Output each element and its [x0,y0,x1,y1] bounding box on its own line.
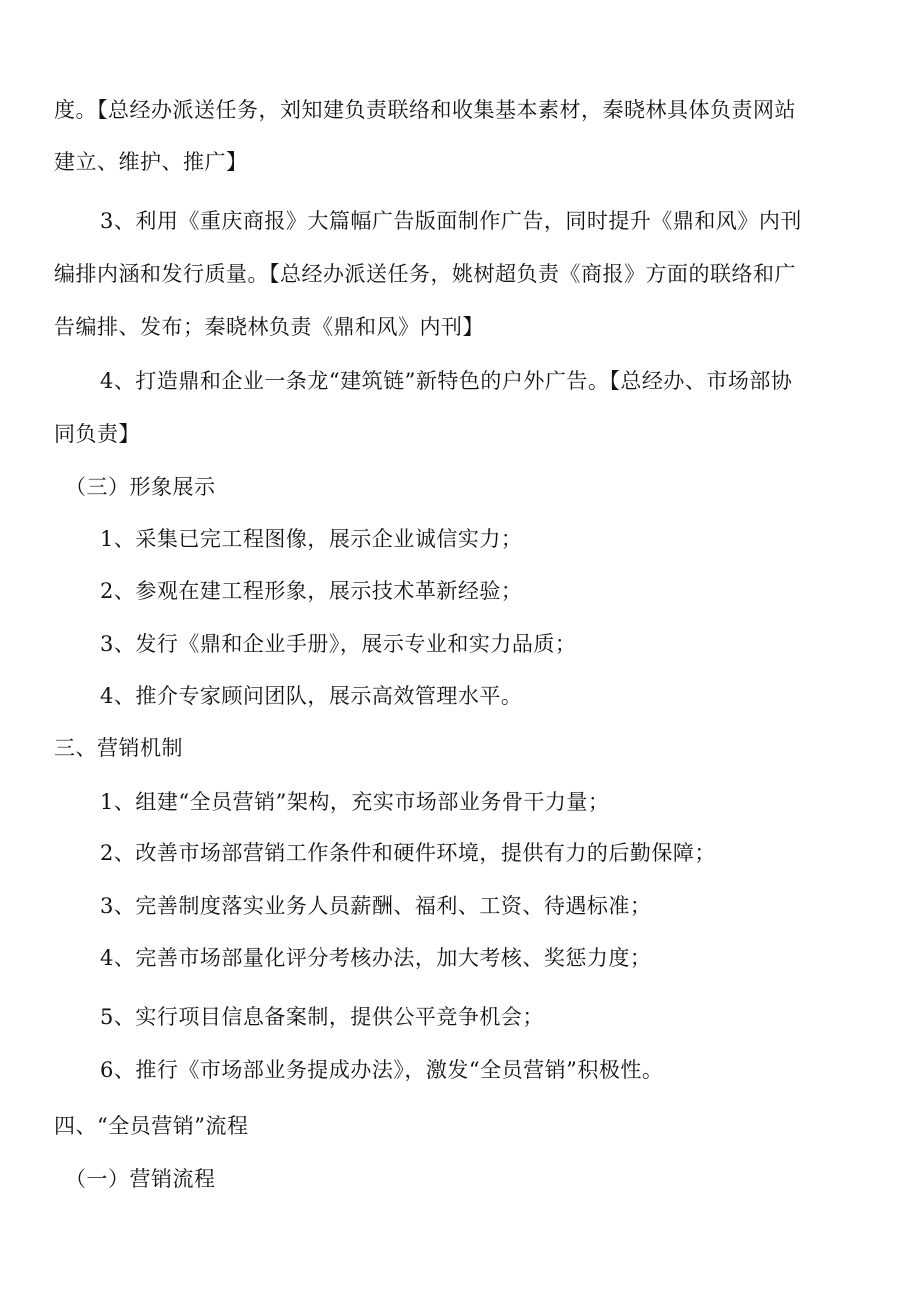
paragraph-line: 告编排、发布；秦晓林负责《鼎和风》内刊】 [54,315,484,339]
paragraph-line: 3、利用《重庆商报》大篇幅广告版面制作广告，同时提升《鼎和风》内刊 [100,209,802,233]
section-subheading: （一）营销流程 [65,1167,216,1191]
list-item: 4、推介专家顾问团队，展示高效管理水平。 [100,684,523,708]
section-subheading: （三）形象展示 [65,475,216,499]
list-item: 5、实行项目信息备案制，提供公平竞争机会； [100,1005,544,1029]
list-item: 2、改善市场部营销工作条件和硬件环境，提供有力的后勤保障； [100,841,716,865]
paragraph-line: 建立、维护、推广】 [54,150,248,174]
paragraph-line: 度。【总经办派送任务，刘知建负责联络和收集基本素材，秦晓林具体负责网站 [54,98,796,122]
section-heading: 三、营销机制 [54,736,183,760]
list-item: 3、完善制度落实业务人员薪酬、福利、工资、待遇标准； [100,894,652,918]
section-heading: 四、“全员营销”流程 [54,1114,249,1138]
list-item: 2、参观在建工程形象，展示技术革新经验； [100,579,523,603]
paragraph-line: 同负责】 [54,422,140,446]
list-item: 6、推行《市场部业务提成办法》，激发“全员营销”积极性。 [100,1058,664,1082]
paragraph-line: 4、打造鼎和企业一条龙“建筑链”新特色的户外广告。【总经办、市场部协 [100,369,793,393]
list-item: 3、发行《鼎和企业手册》，展示专业和实力品质； [100,632,577,656]
paragraph-line: 编排内涵和发行质量。【总经办派送任务，姚树超负责《商报》方面的联络和广 [54,262,796,286]
list-item: 4、完善市场部量化评分考核办法，加大考核、奖惩力度； [100,946,652,970]
list-item: 1、采集已完工程图像，展示企业诚信实力； [100,527,523,551]
list-item: 1、组建“全员营销”架构，充实市场部业务骨干力量； [100,790,610,814]
